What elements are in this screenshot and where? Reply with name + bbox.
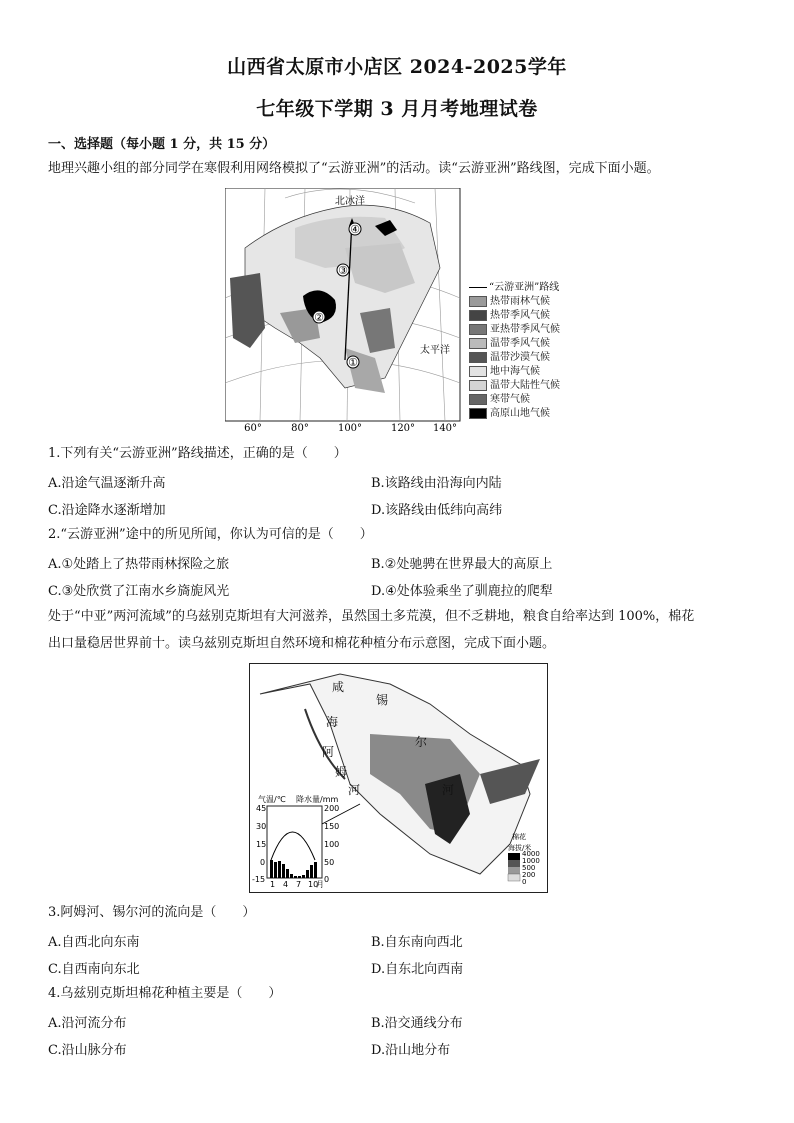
- legend-item: 高原山地气候: [469, 404, 550, 419]
- arctic-label: 北冰洋: [335, 196, 365, 207]
- cotton-legend-label: 棉花: [512, 833, 526, 841]
- svg-text:45: 45: [256, 804, 267, 813]
- svg-text:50: 50: [324, 858, 335, 867]
- page-subtitle: 七年级下学期 3 月月考地理试卷: [256, 98, 538, 120]
- intro-paragraph-2-line1: 处于“中亚”两河流域”的乌兹别克斯坦有大河滋养，虽然国土多荒漠，但不乏耕地，粮食自给率达到 100%，棉花: [48, 609, 695, 624]
- svg-text:4000: 4000: [522, 850, 540, 858]
- syr-label-3: 河: [442, 783, 455, 797]
- uzbekistan-map: [249, 663, 548, 893]
- asia-route-map: [225, 188, 571, 434]
- intro-paragraph-2-line2: 出口量稳居世界前十。读乌兹别克斯坦自然环境和棉花种植分布示意图，完成下面小题。: [48, 636, 556, 651]
- temp-axis-title: 气温/℃: [258, 795, 286, 804]
- legend-item: 地中海气候: [469, 362, 540, 377]
- q3-option-a[interactable]: A.自西北向东南: [48, 935, 140, 950]
- page-title: 山西省太原市小店区 2024-2025学年: [227, 56, 567, 78]
- svg-text:1: 1: [270, 880, 276, 889]
- climate-chart: [252, 792, 339, 889]
- stop-3-label: ③: [338, 264, 348, 277]
- map1-legend: [469, 278, 571, 428]
- legend-item: 热带季风气候: [469, 306, 550, 321]
- q2-option-c[interactable]: C.③处欣赏了江南水乡旖旎风光: [48, 584, 230, 599]
- q3-option-b[interactable]: B.自东南向西北: [371, 935, 463, 950]
- svg-text:1000: 1000: [522, 857, 540, 865]
- legend-item: 亚热带季风气候: [469, 320, 560, 335]
- question-3-stem: 3.阿姆河、锡尔河的流向是（ ）: [48, 905, 256, 920]
- question-2-stem: 2.“云游亚洲”途中的所见所闻，你认为可信的是（ ）: [48, 527, 373, 542]
- svg-text:7: 7: [296, 880, 302, 889]
- amu-label-3: 河: [348, 783, 361, 797]
- amu-label-1: 阿: [322, 745, 335, 759]
- svg-text:30: 30: [256, 822, 267, 831]
- svg-text:100: 100: [324, 840, 340, 849]
- question-1-stem: 1.下列有关“云游亚洲”路线描述，正确的是（ ）: [48, 446, 347, 461]
- elevation-legend: [508, 832, 540, 886]
- q2-option-d[interactable]: D.④处体验乘坐了驯鹿拉的爬犁: [371, 584, 553, 599]
- q4-option-b[interactable]: B.沿交通线分布: [371, 1016, 463, 1031]
- precip-axis-title: 降水量/mm: [296, 795, 339, 804]
- svg-text:200: 200: [522, 871, 536, 879]
- q4-option-d[interactable]: D.沿山地分布: [371, 1043, 451, 1058]
- lon-tick: 60°: [244, 423, 262, 434]
- section-heading: 一、选择题（每小题 1 分，共 15 分）: [48, 137, 276, 152]
- q3-option-c[interactable]: C.自西南向东北: [48, 962, 140, 977]
- stop-2-label: ②: [314, 311, 324, 324]
- intro-paragraph-1: 地理兴趣小组的部分同学在寒假利用网络模拟了“云游亚洲”的活动。读“云游亚洲”路线图，完成下面小题。: [48, 161, 660, 176]
- q1-option-d[interactable]: D.该路线由低纬向高纬: [371, 503, 503, 518]
- q3-option-d[interactable]: D.自东北向西南: [371, 962, 464, 977]
- syr-label-1: 锡: [376, 693, 389, 707]
- svg-text:0: 0: [522, 878, 527, 886]
- lon-tick: 100°: [337, 423, 363, 434]
- aral-label-1: 咸: [332, 680, 345, 694]
- legend-item: 温带季风气候: [469, 334, 550, 349]
- syr-label-2: 尔: [415, 735, 428, 749]
- stop-4-label: ④: [350, 223, 360, 236]
- legend-item: 寒带气候: [469, 390, 530, 405]
- q4-option-c[interactable]: C.沿山脉分布: [48, 1043, 127, 1058]
- legend-item: 温带大陆性气候: [469, 376, 560, 391]
- svg-text:15: 15: [256, 840, 267, 849]
- stop-1-label: ①: [348, 356, 358, 369]
- legend-route: “云游亚洲”路线: [469, 278, 559, 293]
- svg-text:月: 月: [316, 880, 324, 889]
- lon-tick: 80°: [291, 423, 309, 434]
- legend-item: 温带沙漠气候: [469, 348, 550, 363]
- svg-text:200: 200: [324, 804, 340, 813]
- svg-text:4: 4: [283, 880, 289, 889]
- svg-text:0: 0: [260, 858, 266, 867]
- q4-option-a[interactable]: A.沿河流分布: [48, 1016, 127, 1031]
- q1-option-c[interactable]: C.沿途降水逐渐增加: [48, 503, 166, 518]
- elev-legend-title: 海拔/米: [508, 844, 532, 852]
- q2-option-a[interactable]: A.①处踏上了热带雨林探险之旅: [48, 557, 230, 572]
- svg-text:0: 0: [324, 875, 330, 884]
- svg-text:150: 150: [324, 822, 340, 831]
- q2-option-b[interactable]: B.②处驰骋在世界最大的高原上: [371, 557, 553, 572]
- lon-tick: 120°: [390, 423, 416, 434]
- q1-option-b[interactable]: B.该路线由沿海向内陆: [371, 476, 502, 491]
- question-4-stem: 4.乌兹别克斯坦棉花种植主要是（ ）: [48, 986, 282, 1001]
- aral-label-2: 海: [326, 715, 339, 729]
- legend-item: 热带雨林气候: [469, 292, 550, 307]
- svg-text:-15: -15: [252, 875, 266, 884]
- svg-text:10: 10: [308, 880, 319, 889]
- q1-option-a[interactable]: A.沿途气温逐渐升高: [48, 476, 166, 491]
- svg-text:500: 500: [522, 864, 536, 872]
- pacific-label: 太平洋: [420, 345, 450, 356]
- amu-label-2: 姆: [335, 765, 348, 779]
- lon-tick: 140°: [432, 423, 458, 434]
